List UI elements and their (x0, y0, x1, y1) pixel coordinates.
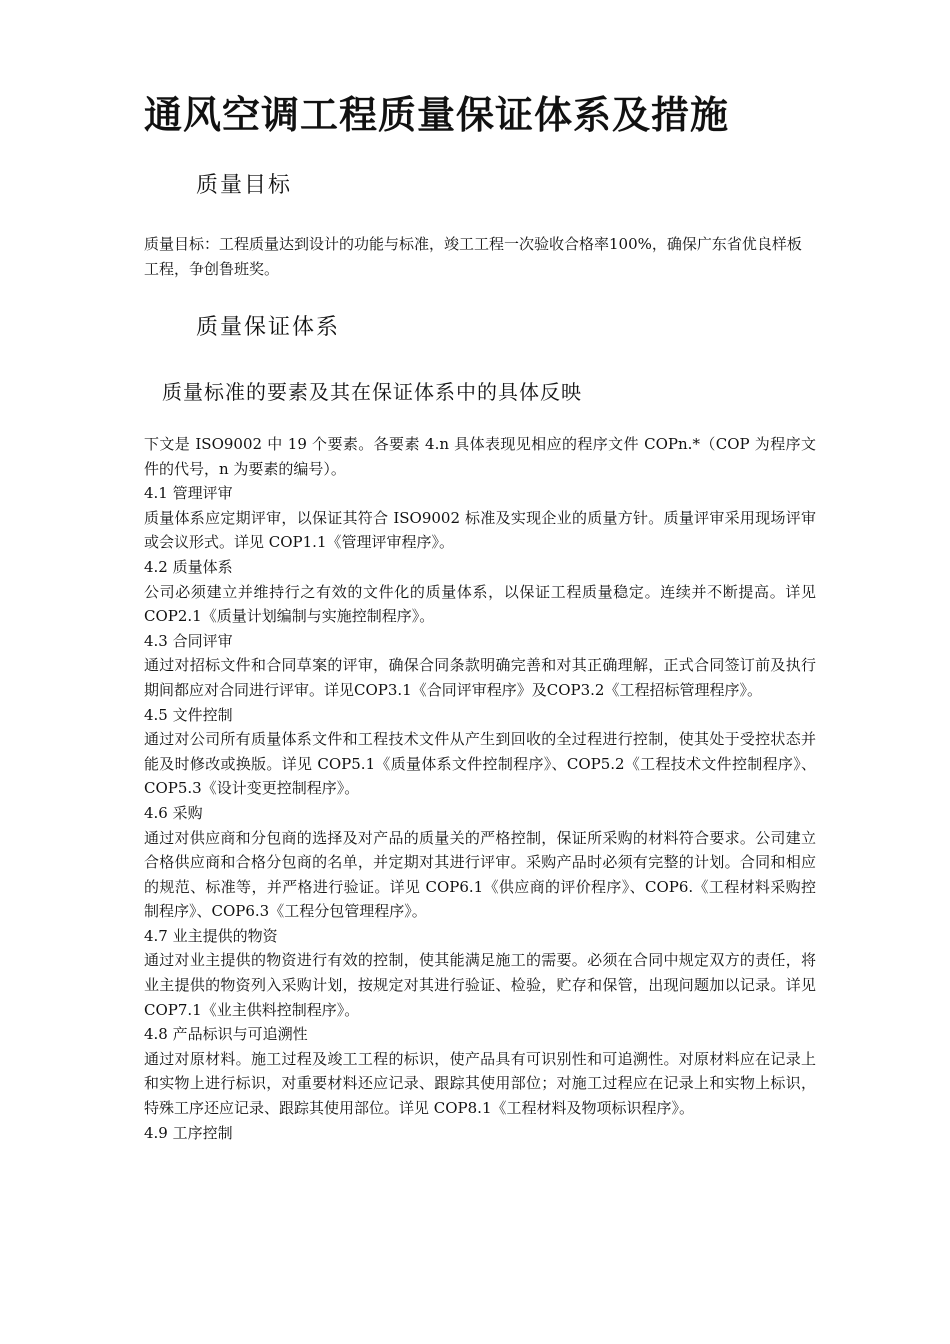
heading-quality-goal: 质量目标 (196, 173, 293, 198)
section-heading: 4.2 质量体系 (144, 557, 233, 576)
section-heading: 4.5 文件控制 (144, 705, 233, 724)
section-paragraph: 通过对供应商和分包商的选择及对产品的质量关的严格控制，保证所采购的材料符合要求。公司建立合格供应商和合格分包商的名单，并定期对其进行评审。采购产品时必须有完整的计划。合同和相应的规范、标准等，并严格进行验证。详见 COP6.1《供应商的评价程序》、COP6.《工程材料采购控制程序》、COP6.3《工程分包管理程序》。 (144, 828, 816, 921)
heading-quality-elements: 质量标准的要素及其在保证体系中的具体反映 (162, 380, 582, 404)
section-paragraph: 公司必须建立并维持行之有效的文件化的质量体系，以保证工程质量稳定。连续并不断提高。详见 COP2.1《质量计划编制与实施控制程序》。 (144, 582, 816, 626)
section-paragraph: 通过对招标文件和合同草案的评审，确保合同条款明确完善和对其正确理解，正式合同签订前及执行期间都应对合同进行评审。详见COP3.1《合同评审程序》及COP3.2《工程招标管理程序》。 (144, 656, 816, 699)
section-heading: 4.8 产品标识与可追溯性 (144, 1025, 308, 1044)
section-paragraph: 通过对公司所有质量体系文件和工程技术文件从产生到回收的全过程进行控制，使其处于受控状态并能及时修改或换版。详见 COP5.1《质量体系文件控制程序》、COP5.2《工程技术文件控制程序》、COP5.3《设计变更控制程序》。 (144, 730, 816, 798)
elements-body (144, 432, 816, 1145)
quality-goal-paragraph: 质量目标：工程质量达到设计的功能与标准，竣工工程一次验收合格率100%，确保广东省优良样板工程，争创鲁班奖。 (144, 235, 802, 278)
section-heading: 4.9 工序控制 (144, 1123, 233, 1142)
section-paragraph: 通过对业主提供的物资进行有效的控制，使其能满足施工的需要。必须在合同中规定双方的责任，将业主提供的物资列入采购计划，按规定对其进行验证、检验，贮存和保管，出现问题加以记录。详见 COP7.1《业主供料控制程序》。 (144, 951, 816, 1019)
elements-intro-paragraph: 下文是 ISO9002 中 19 个要素。各要素 4.n 具体表现见相应的程序文件 COPn.*（COP 为程序文件的代号，n 为要素的编号）。 (144, 435, 816, 478)
section-heading: 4.7 业主提供的物资 (144, 926, 278, 945)
section-paragraph: 质量体系应定期评审，以保证其符合 ISO9002 标准及实现企业的质量方针。质量评审采用现场评审或会议形式。详见 COP1.1《管理评审程序》。 (144, 508, 816, 552)
section-heading: 4.6 采购 (144, 803, 203, 822)
heading-quality-system: 质量保证体系 (196, 315, 341, 340)
section-heading: 4.1 管理评审 (144, 484, 233, 503)
section-paragraph: 通过对原材料。施工过程及竣工工程的标识，使产品具有可识别性和可追溯性。对原材料应在记录上和实物上进行标识，对重要材料还应记录、跟踪其使用部位；对施工过程应在记录上和实物上标识，特殊工序还应记录、跟踪其使用部位。详见 COP8.1《工程材料及物项标识程序》。 (144, 1049, 816, 1118)
document-title: 通风空调工程质量保证体系及措施 (144, 93, 730, 137)
section-heading: 4.3 合同评审 (144, 631, 233, 650)
